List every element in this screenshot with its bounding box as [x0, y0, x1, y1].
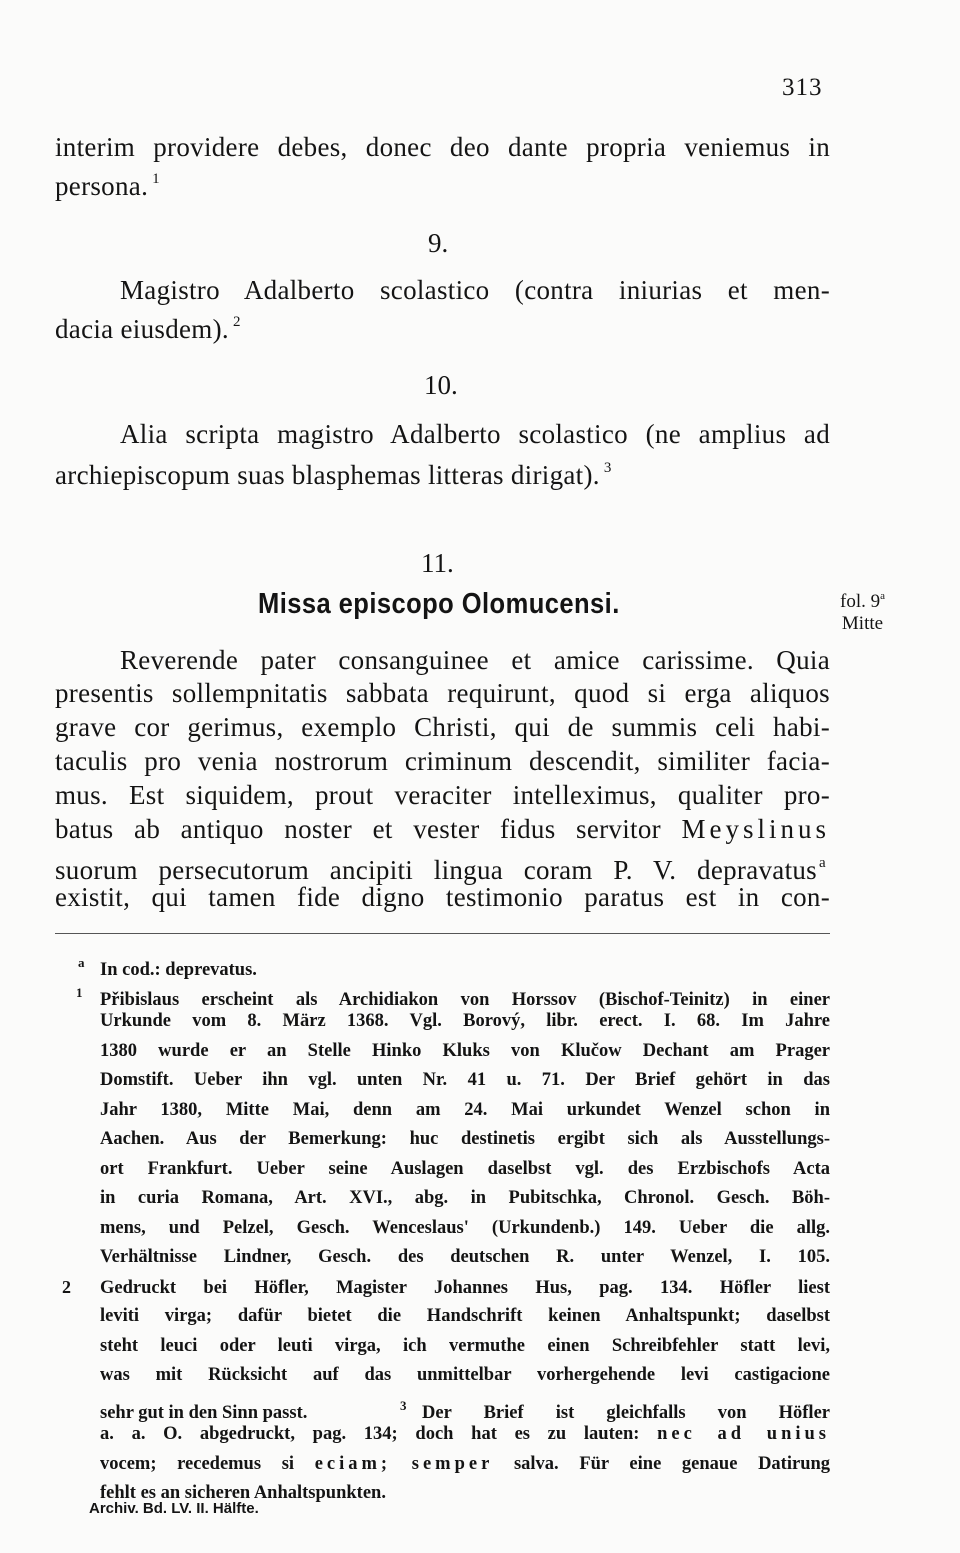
footnote-1-line: Domstift. Ueber ihn vgl. unten Nr. 41 u. 71. Der Brief gehört in das: [100, 1070, 830, 1090]
section-number: 10.: [424, 370, 458, 400]
footnote-a: [62, 948, 832, 978]
footnote-1-line: Verhältnisse Lindner, Gesch. des deutschen R. unter Wenzel, I. 105.: [100, 1247, 830, 1267]
text-fragment: dacia eiusdem).: [55, 314, 229, 344]
footnote-text: Der Brief ist gleichfalls von Höfler: [422, 1402, 830, 1423]
margin-folio-sup: a: [880, 590, 885, 602]
footnote-2-line: [62, 1273, 832, 1303]
footnote-ref: 3: [603, 460, 612, 476]
text-fragment: suorum persecutorum ancipiti lingua coram P. V. depravatus: [55, 855, 817, 885]
text-fragment: persona.: [55, 171, 149, 201]
text-line: taculis pro venia nostrorum criminum descendit, similiter facia-: [55, 746, 830, 776]
text-line: [55, 306, 241, 345]
margin-mitte: Mitte: [841, 613, 884, 634]
footnote-mark: 2: [62, 1276, 71, 1297]
text-line: [55, 813, 830, 845]
footnote-text: Gedruckt bei Höfler, Magister Johannes Hus, pag. 134. Höfler liest: [100, 1277, 830, 1298]
footnote-3-line: [100, 1450, 830, 1480]
margin-folio: fol. 9: [840, 591, 881, 612]
footnote-3-line: [100, 1420, 830, 1450]
text-line: [55, 163, 160, 202]
footnote-mark: a: [78, 955, 85, 970]
footnote-1-line: 1380 wurde er an Stelle Hinko Kluks von Klučow Dechant am Prager: [100, 1040, 830, 1061]
text-line: presentis sollempnitatis sabbata requirunt, quod si erga aliquos: [55, 678, 830, 708]
page-number: 313: [782, 74, 823, 101]
footnote-text: vocem; recedemus si: [100, 1453, 295, 1474]
text-line: Magistro Adalberto scolastico (contra iniurias et men-: [120, 275, 830, 305]
section-number: 9.: [428, 228, 449, 258]
text-line: existit, qui tamen fide digno testimonio paratus est in con-: [55, 882, 830, 912]
text-line: mus. Est siquidem, prout veraciter intelleximus, qualiter pro-: [55, 780, 830, 810]
footnote-1-line: in curia Romana, Art. XVI., abg. in Pubitschka, Chronol. Gesch. Böh-: [100, 1188, 830, 1208]
footnote-text: In cod.: deprevatus.: [100, 960, 257, 980]
margin-note: [840, 585, 885, 635]
text-line: grave cor gerimus, exemplo Christi, qui de summis celi habi-: [55, 712, 830, 742]
footnote-text: sehr gut in den Sinn passt.: [100, 1402, 308, 1423]
footnote-1-line: mens, und Pelzel, Gesch. Wenceslaus' (Urkundenb.) 149. Ueber die allg.: [100, 1217, 830, 1238]
footnote-mark: 3: [400, 1397, 407, 1413]
footnote-2-line: was mit Rücksicht auf das unmittelbar vorhergehende levi castigacione: [100, 1365, 830, 1385]
text-fragment: batus ab antiquo noster et vester fidus servitor: [55, 814, 661, 844]
text-fragment: archiepiscopum suas blasphemas litteras dirigat).: [55, 460, 600, 490]
footnotes: [62, 948, 832, 1509]
signature-mark: Archiv. Bd. LV. II. Hälfte.: [89, 1500, 259, 1517]
footnote-text: salva. Für eine genaue Datirung: [513, 1453, 831, 1474]
section-number: 11.: [421, 548, 454, 578]
spaced-name: Meyslinus: [681, 814, 830, 844]
spaced-text: semper: [411, 1453, 494, 1474]
text-line: [55, 452, 612, 491]
footnote-1-line: [62, 978, 832, 1008]
footnote-1-line: Aachen. Aus der Bemerkung: huc destinetis ergibt sich als Ausstellungs-: [100, 1129, 830, 1149]
footnote-divider: [55, 933, 830, 934]
footnote-text: a. a. O. abgedruckt, pag. 134; doch hat es zu lauten:: [100, 1424, 640, 1444]
footnote-ref: a: [819, 855, 826, 871]
footnote-1-line: ort Frankfurt. Ueber seine Auslagen daselbst vgl. des Erzbischofs Acta: [100, 1158, 830, 1179]
footnote-3-line: fehlt es an sicheren Anhaltspunkten.: [100, 1483, 386, 1503]
letter-title: Missa episcopo Olomucensi.: [258, 588, 620, 620]
footnote-1-line: Jahr 1380, Mitte Mai, denn am 24. Mai urkundet Wenzel schon in: [100, 1099, 830, 1120]
footnote-ref: 2: [232, 314, 241, 330]
footnote-2-line: leviti virga; dafür bietet die Handschrift keinen Anhaltspunkt; daselbst: [100, 1306, 830, 1326]
spaced-text: nec ad unius: [657, 1424, 830, 1444]
text-line: interim providere debes, donec deo dante propria veniemus in: [55, 132, 830, 162]
footnote-2-line: [100, 1391, 832, 1421]
footnote-1-line: Urkunde vom 8. März 1368. Vgl. Borový, libr. erect. I. 68. Im Jahre: [100, 1011, 830, 1031]
text-line: Alia scripta magistro Adalberto scolastico (ne amplius ad: [120, 419, 830, 449]
text-line: Reverende pater consanguinee et amice carissime. Quia: [120, 645, 830, 675]
footnote-ref: 1: [152, 171, 160, 187]
footnote-text: Přibislaus erscheint als Archidiakon von Horssov (Bischof-Teinitz) in einer: [100, 989, 830, 1010]
footnote-mark: 1: [76, 984, 83, 1000]
spaced-text: eciam;: [314, 1453, 392, 1474]
footnote-2-line: steht leuci oder leuti virga, ich vermuthe einen Schreibfehler statt levi,: [100, 1335, 830, 1356]
